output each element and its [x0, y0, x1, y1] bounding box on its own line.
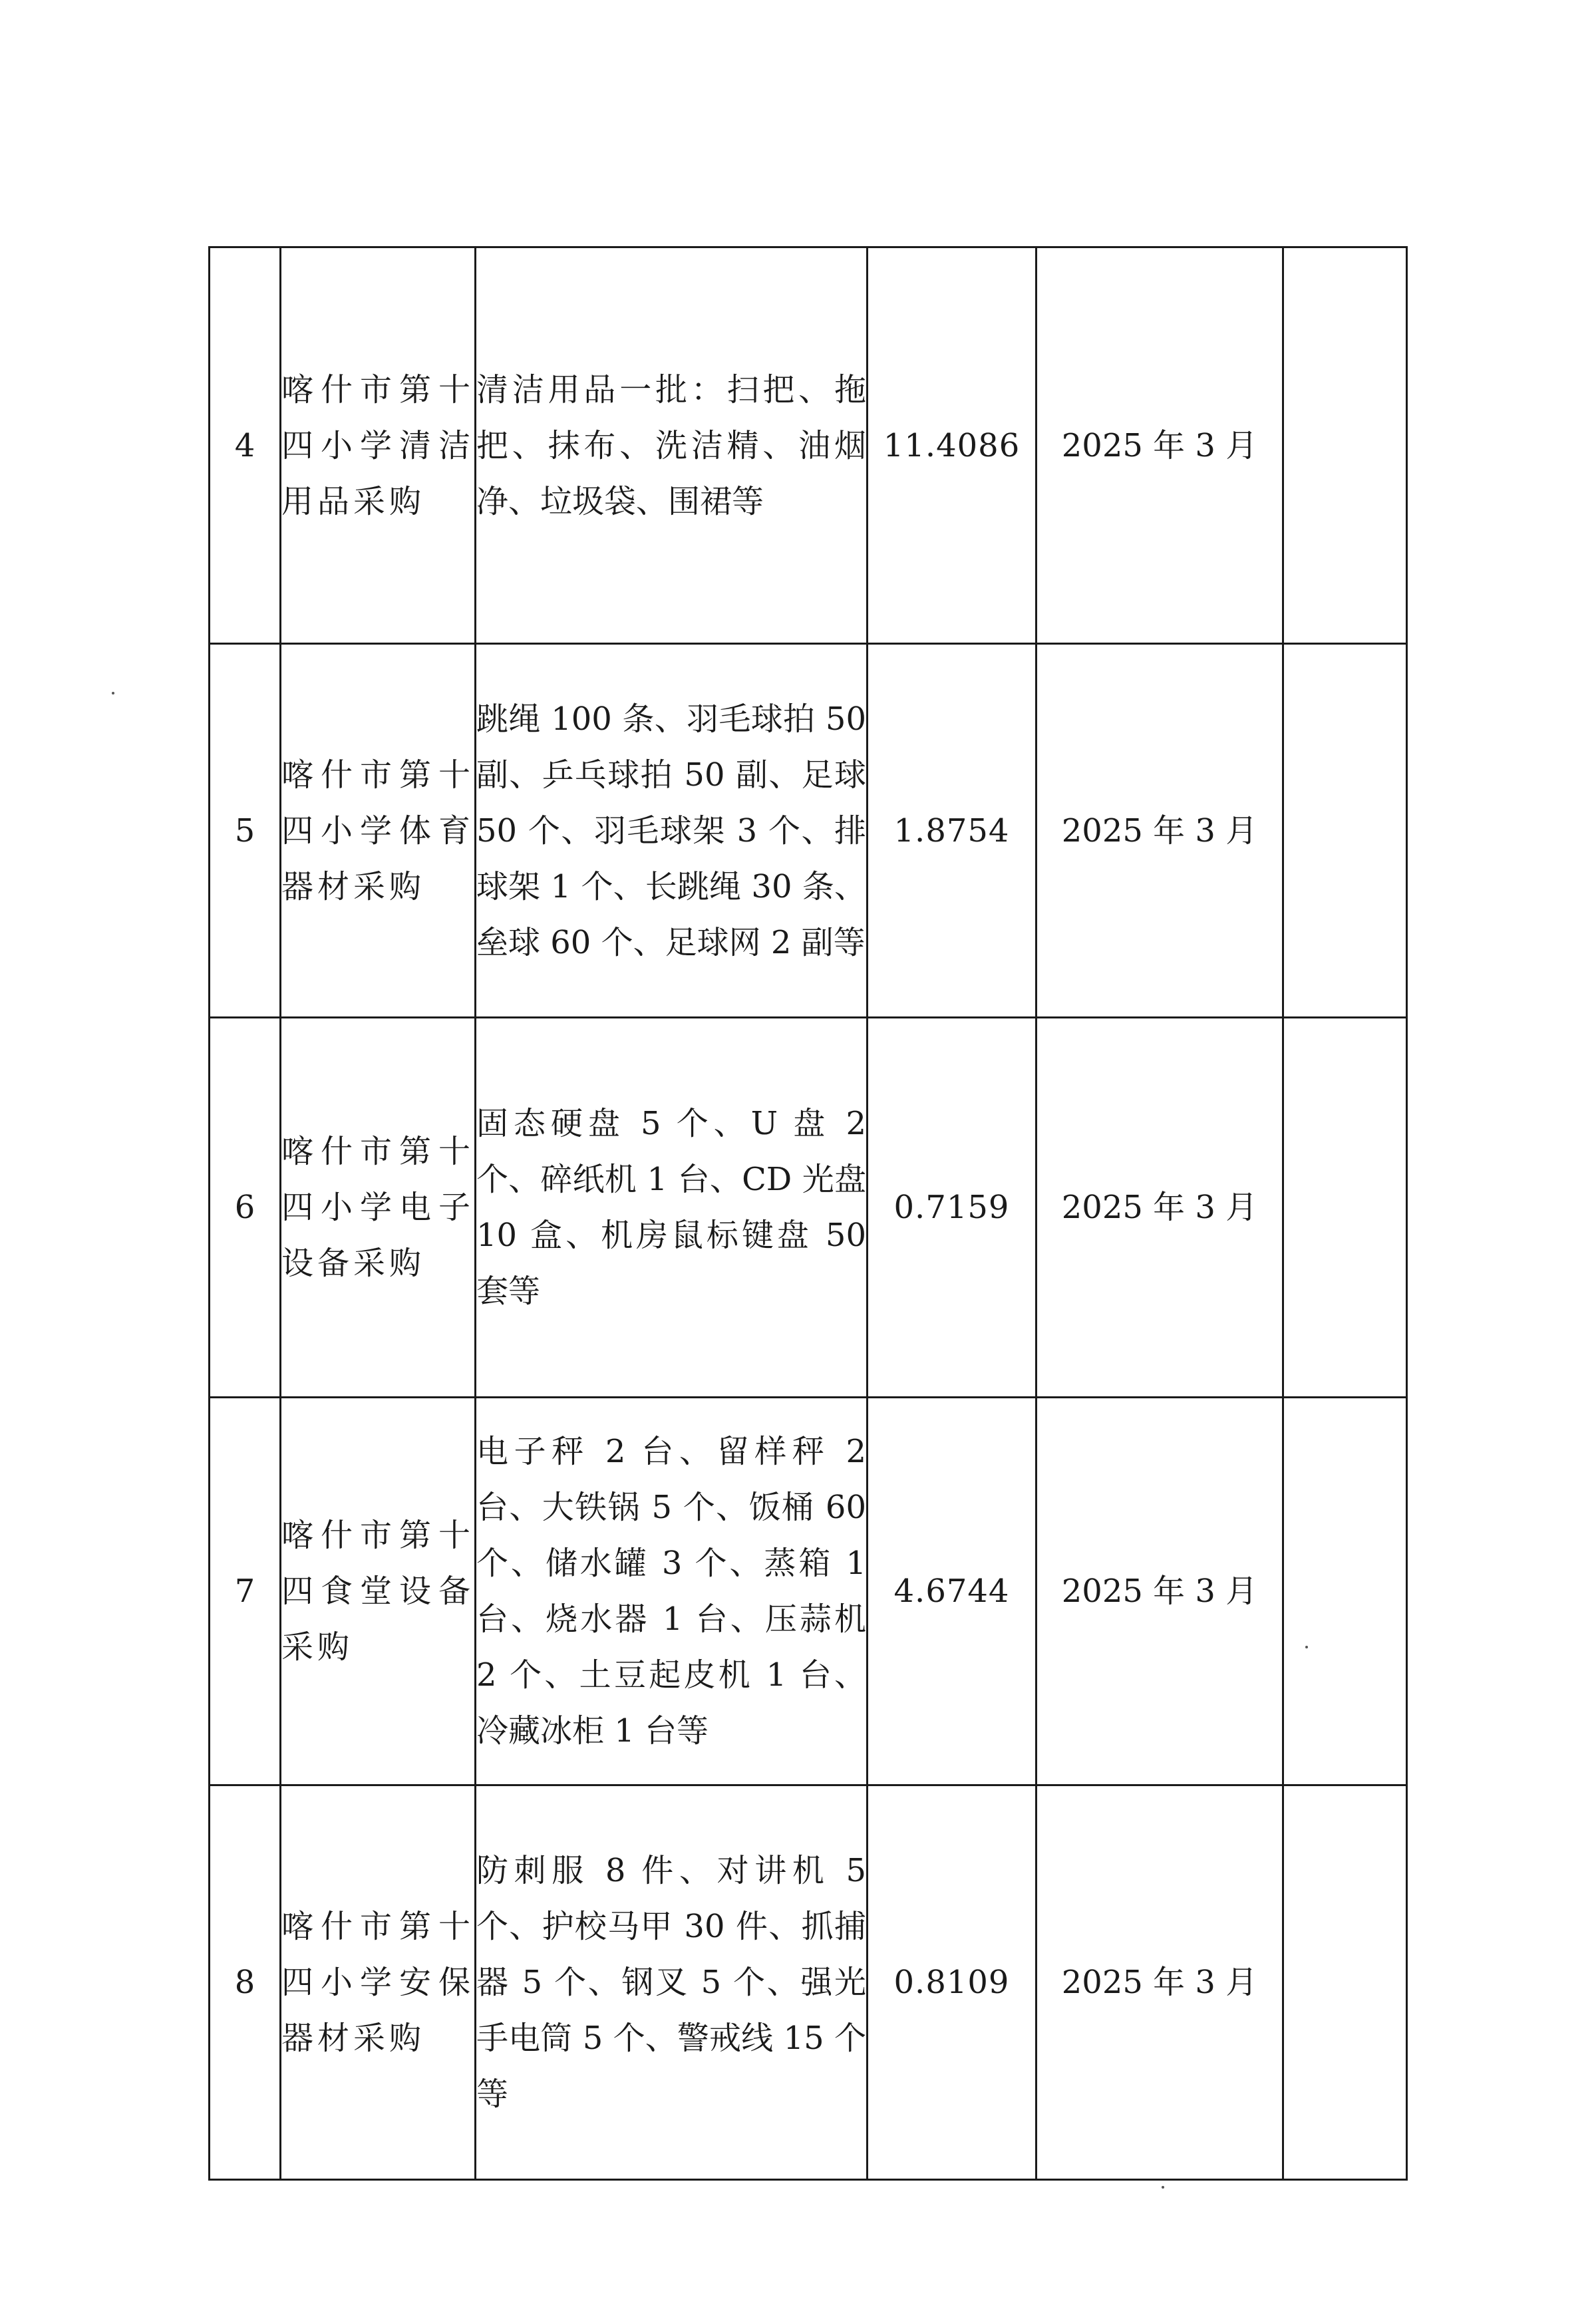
procurement-content: 清洁用品一批：扫把、拖把、抹布、洗洁精、油烟净、垃圾袋、围裙等 — [476, 371, 866, 520]
scan-speck — [112, 692, 114, 694]
amount: 1.8754 — [868, 644, 1037, 1018]
table-row — [210, 644, 1407, 1018]
row-number: 4 — [210, 247, 281, 644]
procurement-time: 2025 年 3 月 — [1037, 644, 1283, 1018]
row-number: 5 — [210, 644, 281, 1018]
row-number: 8 — [210, 1785, 281, 2180]
amount: 4.6744 — [868, 1398, 1037, 1785]
procurement-content: 跳绳 100 条、羽毛球拍 50 副、乒乓球拍 50 副、足球 50 个、羽毛球架 3 个、排球架 1 个、长跳绳 30 条、垒球 60 个、足球网 2 副等 — [476, 700, 866, 961]
project-name: 喀什市第十四食堂设备采购 — [281, 1517, 474, 1666]
remarks — [1283, 247, 1407, 644]
remarks — [1283, 1398, 1407, 1785]
table-row — [210, 1018, 1407, 1398]
amount: 11.4086 — [868, 247, 1037, 644]
table-row — [210, 247, 1407, 644]
amount: 0.8109 — [868, 1785, 1037, 2180]
project-name: 喀什市第十四小学体育器材采购 — [281, 756, 474, 905]
row-number: 7 — [210, 1398, 281, 1785]
scan-speck — [1305, 1646, 1308, 1648]
table-row — [210, 1398, 1407, 1785]
procurement-time: 2025 年 3 月 — [1037, 247, 1283, 644]
row-number: 6 — [210, 1018, 281, 1398]
remarks — [1283, 1785, 1407, 2180]
procurement-time: 2025 年 3 月 — [1037, 1398, 1283, 1785]
amount: 0.7159 — [868, 1018, 1037, 1398]
procurement-content: 固态硬盘 5 个、U 盘 2 个、碎纸机 1 台、CD 光盘 10 盒、机房鼠标键盘 50 套等 — [476, 1105, 866, 1310]
table-row — [210, 1785, 1407, 2180]
procurement-time: 2025 年 3 月 — [1037, 1018, 1283, 1398]
remarks — [1283, 644, 1407, 1018]
procurement-table — [208, 246, 1408, 2181]
scan-speck — [1162, 2186, 1164, 2189]
remarks — [1283, 1018, 1407, 1398]
procurement-time: 2025 年 3 月 — [1037, 1785, 1283, 2180]
project-name: 喀什市第十四小学电子设备采购 — [281, 1133, 474, 1282]
project-name: 喀什市第十四小学安保器材采购 — [281, 1908, 474, 2057]
procurement-content: 防刺服 8 件、对讲机 5 个、护校马甲 30 件、抓捕器 5 个、钢叉 5 个、强光手电筒 5 个、警戒线 15 个等 — [476, 1852, 866, 2113]
procurement-content: 电子秤 2 台、留样秤 2 台、大铁锅 5 个、饭桶 60 个、储水罐 3 个、蒸箱 1 台、烧水器 1 台、压蒜机 2 个、土豆起皮机 1 台、冷藏冰柜 1 台等 — [476, 1433, 866, 1750]
project-name: 喀什市第十四小学清洁用品采购 — [281, 371, 474, 520]
